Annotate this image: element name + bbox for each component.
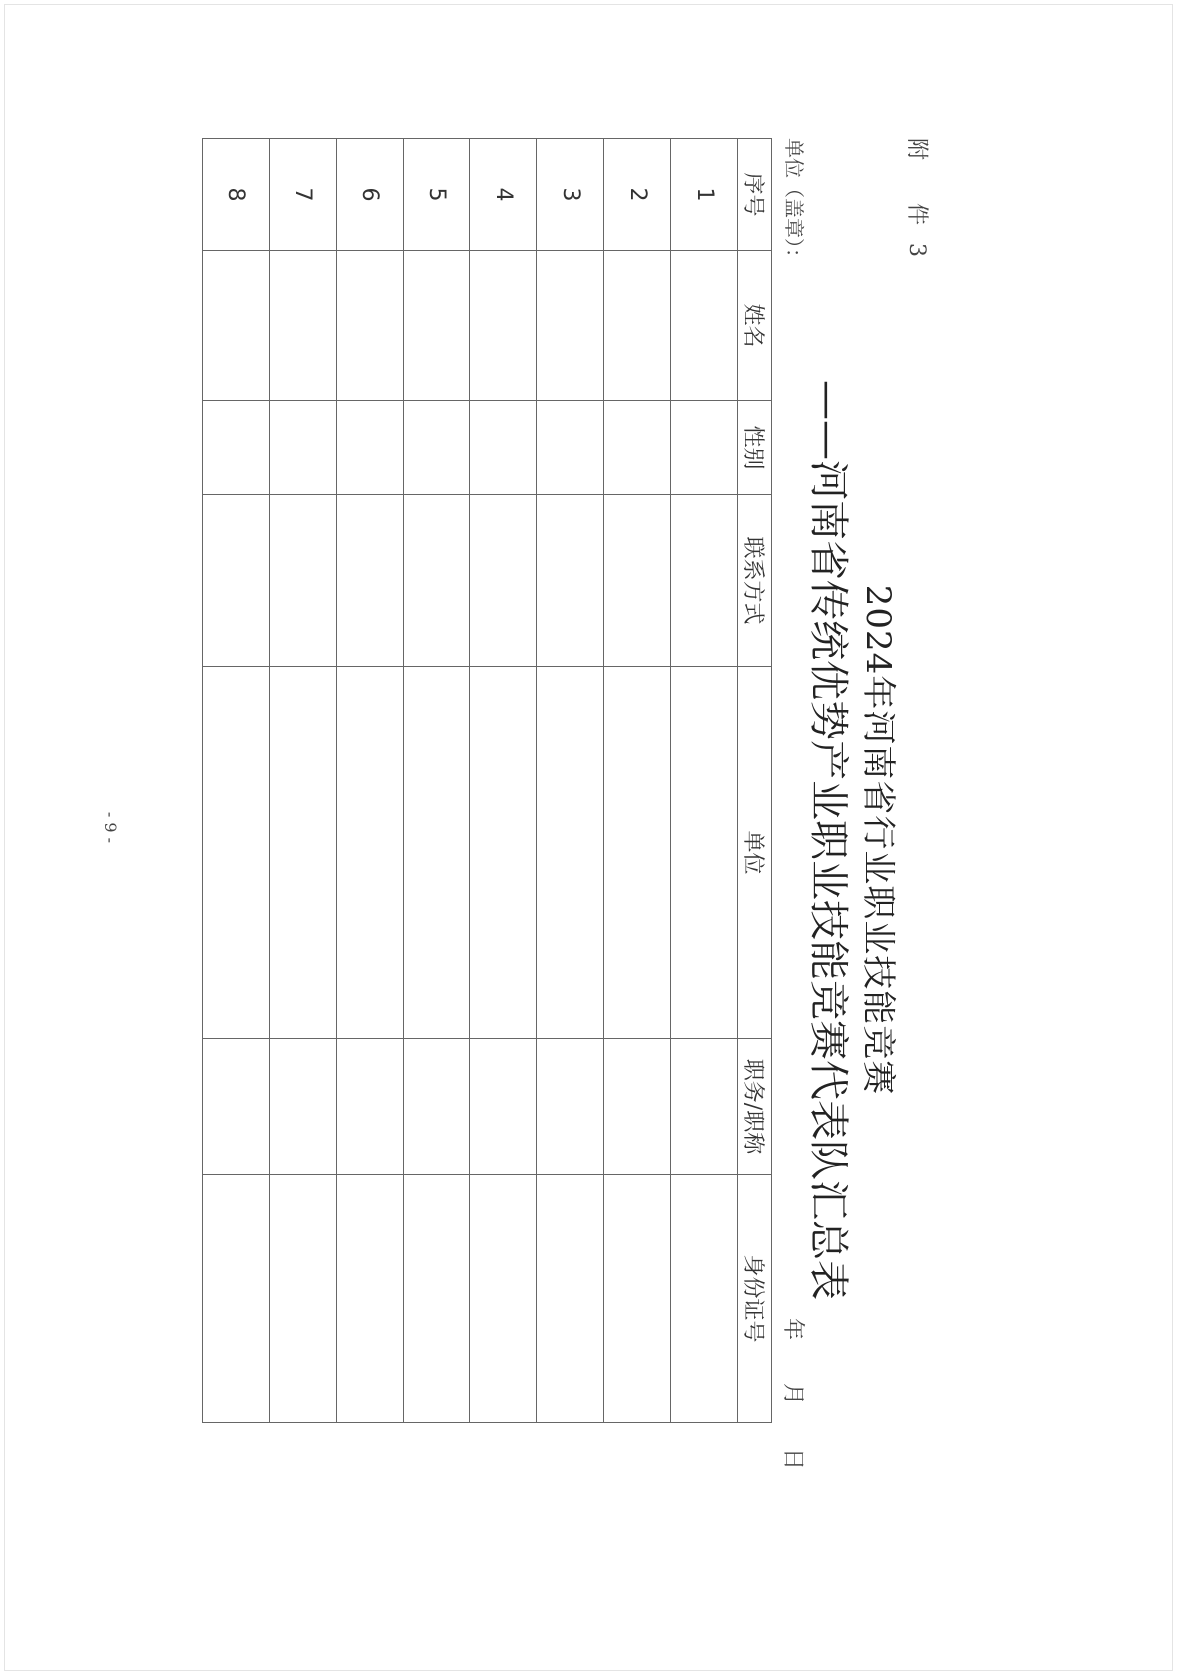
header-cell: 联系方式 (738, 495, 772, 667)
table-cell (203, 667, 270, 1039)
table-cell (403, 667, 470, 1039)
table-cell (336, 1039, 403, 1175)
table-header-row (738, 139, 772, 1423)
table-cell (604, 251, 671, 401)
table-cell (203, 1039, 270, 1175)
table-cell (203, 495, 270, 667)
table-cell (604, 495, 671, 667)
row-number-cell: 1 (671, 139, 738, 251)
table-cell (671, 667, 738, 1039)
table-cell (403, 1039, 470, 1175)
date-label: 年 月 日 (780, 1318, 805, 1470)
table-cell (671, 251, 738, 401)
title-line-1: 2024年河南省行业职业技能竞赛 (858, 584, 898, 1096)
table-cell (671, 401, 738, 495)
header-cell: 序号 (738, 139, 772, 251)
table-cell (470, 401, 537, 495)
table-row (269, 139, 336, 1423)
table-cell (537, 1039, 604, 1175)
table-cell (537, 667, 604, 1039)
table-cell (336, 1175, 403, 1423)
title-line-2: ——河南省传统优势产业职业技能竞赛代表队汇总表 (805, 380, 851, 1300)
table-cell (269, 1039, 336, 1175)
table-cell (470, 1039, 537, 1175)
roster-table (202, 138, 772, 1423)
table-cell (203, 251, 270, 401)
table-cell (336, 251, 403, 401)
table-cell (269, 667, 336, 1039)
table-cell (671, 1175, 738, 1423)
table-cell (671, 495, 738, 667)
table-cell (203, 401, 270, 495)
unit-seal-label: 单位（盖章）： (782, 138, 806, 268)
table-cell (336, 667, 403, 1039)
row-number-cell: 7 (269, 139, 336, 251)
table-cell (470, 495, 537, 667)
table-cell (336, 401, 403, 495)
row-number-cell: 3 (537, 139, 604, 251)
table-row (203, 139, 270, 1423)
table-row (671, 139, 738, 1423)
table-cell (604, 1175, 671, 1423)
row-number-cell: 2 (604, 139, 671, 251)
table-cell (403, 1175, 470, 1423)
table-cell (537, 401, 604, 495)
header-cell: 职务/职称 (738, 1039, 772, 1175)
table-body (203, 139, 738, 1423)
table-cell (269, 251, 336, 401)
row-number-cell: 5 (403, 139, 470, 251)
table-cell (537, 251, 604, 401)
table-row (336, 139, 403, 1423)
header-cell: 单位 (738, 667, 772, 1039)
table-cell (269, 1175, 336, 1423)
table-cell (604, 667, 671, 1039)
table-cell (269, 495, 336, 667)
table-cell (604, 1039, 671, 1175)
table-row (470, 139, 537, 1423)
header-cell: 性别 (738, 401, 772, 495)
table-cell (470, 667, 537, 1039)
row-number-cell: 6 (336, 139, 403, 251)
row-number-cell: 4 (470, 139, 537, 251)
table-cell (203, 1175, 270, 1423)
table-row (403, 139, 470, 1423)
table-cell (269, 401, 336, 495)
row-number-cell: 8 (203, 139, 270, 251)
table-cell (537, 495, 604, 667)
attachment-label: 附 件3 (904, 138, 929, 275)
table-cell (537, 1175, 604, 1423)
table-cell (336, 495, 403, 667)
header-cell: 姓名 (738, 251, 772, 401)
table-cell (470, 251, 537, 401)
table-row (537, 139, 604, 1423)
table-cell (604, 401, 671, 495)
table-cell (671, 1039, 738, 1175)
table-row (604, 139, 671, 1423)
table-cell (470, 1175, 537, 1423)
header-cell: 身份证号 (738, 1175, 772, 1423)
landscape-sheet (190, 60, 950, 1620)
table-cell (403, 251, 470, 401)
table-cell (403, 495, 470, 667)
page-number: - 9 - (101, 811, 121, 844)
table-cell (403, 401, 470, 495)
